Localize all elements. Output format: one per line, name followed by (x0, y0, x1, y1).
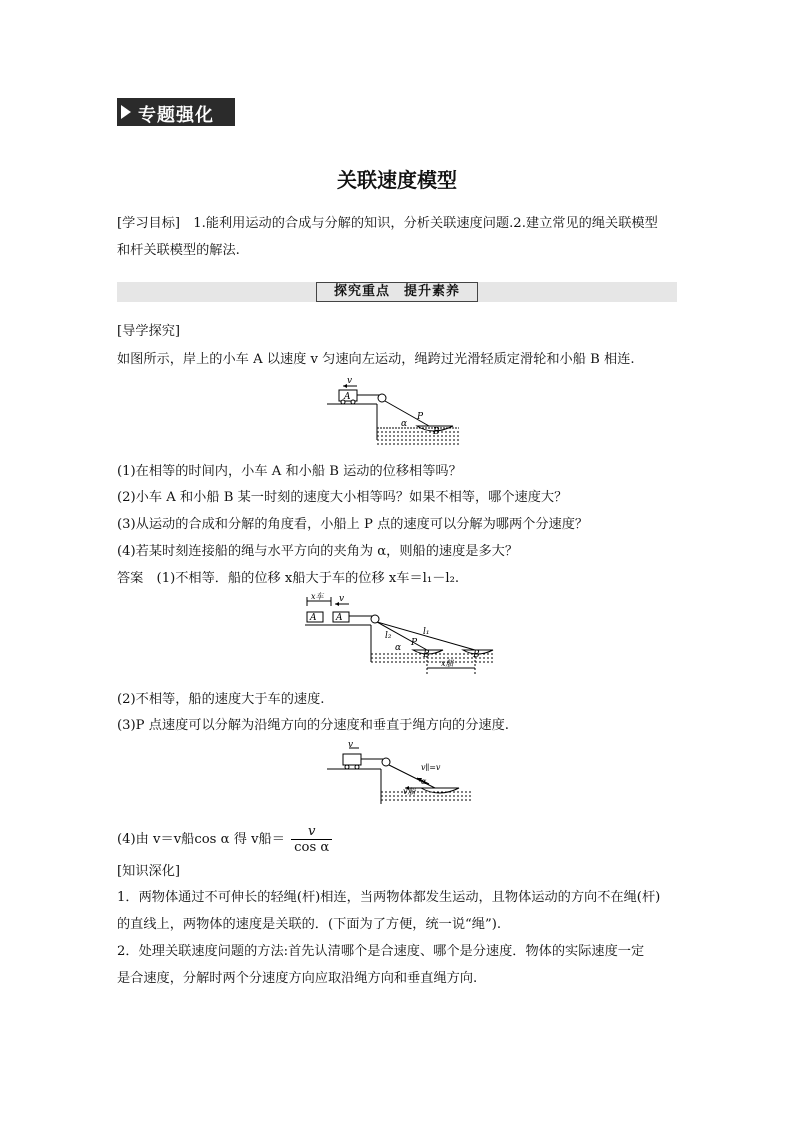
deepen-p2-line2: 是合速度，分解时两个分速度方向应取沿绳方向和垂直绳方向. (117, 971, 478, 986)
answer-4-prefix: (4)由 v＝v船cos α 得 v船＝ (117, 832, 285, 847)
question-2: (2)小车 A 和小船 B 某一时刻的速度大小相等吗？如果不相等，哪个速度大？ (117, 490, 568, 505)
fig1-label-p: P (417, 412, 424, 422)
fig2-label-b1: B (423, 650, 430, 660)
answer-3: (3)P 点速度可以分解为沿绳方向的分速度和垂直于绳方向的分速度. (117, 718, 509, 733)
section-banner (117, 98, 235, 128)
answer-1: 答案 (1)不相等．船的位移 x船大于车的位移 x车＝l₁－l₂. (117, 571, 460, 586)
fraction-numerator: v (291, 824, 332, 840)
section-bar-label: 探究重点 提升素养 (316, 282, 478, 302)
fig3-label-vparallel: v∥=v (421, 763, 441, 772)
fig2-label-xboat: x船 (441, 659, 454, 668)
question-3: (3)从运动的合成和分解的角度看，小船上 P 点的速度可以分解为哪两个分速度？ (117, 517, 589, 532)
page-title: 关联速度模型 (337, 168, 457, 192)
fig1-label-v: v (347, 376, 353, 386)
question-1: (1)在相等的时间内，小车 A 和小船 B 运动的位移相等吗？ (117, 464, 462, 479)
fig2-label-a1: A (310, 613, 317, 623)
fig2-label-alpha: α (395, 643, 402, 653)
deepen-p1-line1: 1．两物体通过不可伸长的轻绳(杆)相连，当两物体都发生运动，且物体运动的方向不在绳(杆) (117, 890, 661, 905)
guided-intro: 如图所示，岸上的小车 A 以速度 v 匀速向左运动，绳跨过光滑轻质定滑轮和小船 B 相连. (117, 352, 635, 367)
fig1-label-a: A (344, 392, 351, 402)
guided-heading: [导学探究] (117, 324, 181, 339)
deepen-p1-line2: 的直线上，两物体的速度是关联的．(下面为了方便，统一说“绳”). (117, 917, 502, 932)
fig3-label-alpha: α (421, 777, 427, 786)
fig2-label-b2: B (473, 650, 480, 660)
velocity-fraction (291, 824, 332, 855)
fraction-denominator: cos α (294, 840, 330, 855)
answer-4 (117, 824, 332, 855)
section-bar (117, 282, 677, 302)
fig3-label-v: v (348, 740, 354, 750)
fig2-label-xcar: x车 (311, 592, 324, 601)
fig2-label-p: P (411, 638, 418, 648)
play-arrow-icon (121, 105, 131, 119)
answer-2: (2)不相等，船的速度大于车的速度. (117, 692, 325, 707)
banner-label: 专题强化 (138, 105, 214, 126)
fig2-label-a2: A (336, 613, 343, 623)
fig2-label-l1: l₁ (423, 627, 430, 637)
objectives-line-2: 和杆关联模型的解法. (117, 243, 240, 258)
fig2-label-l2: l₂ (385, 631, 392, 641)
figure-car-boat (325, 374, 465, 454)
question-4: (4)若某时刻连接船的绳与水平方向的夹角为 α，则船的速度是多大？ (117, 544, 519, 559)
figure-velocity-decomposition (325, 738, 475, 808)
fig2-label-v: v (339, 594, 345, 604)
deepen-heading: [知识深化] (117, 864, 181, 879)
figure-displacement (303, 592, 495, 677)
objectives-line-1: [学习目标] 1.能利用运动的合成与分解的知识，分析关联速度问题.2.建立常见的绳关联模型 (117, 216, 658, 231)
deepen-p2-line1: 2．处理关联速度问题的方法:首先认清哪个是合速度、哪个是分速度．物体的实际速度一定 (117, 944, 645, 959)
fig1-label-b: B (433, 427, 440, 437)
fig1-label-alpha: α (401, 419, 408, 429)
fig3-label-vboat: v船 (403, 787, 416, 796)
